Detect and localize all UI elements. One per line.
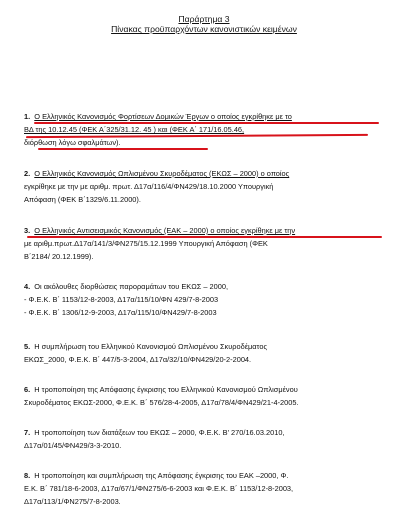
item-text-line: εγκρίθηκε με την με αριθμ. πρωτ. Δ17α/116/4/ΦΝ429/18.10.2000 Υπουργική (24, 182, 274, 192)
list-item-3 (24, 224, 386, 264)
list-item-5 (24, 340, 386, 366)
item-number: 3. (24, 226, 31, 235)
item-number: 5. (24, 342, 31, 351)
item-number: 7. (24, 428, 31, 437)
item-text-line: Ο Ελληνικός Αντισεισμικός Κανονισμός (ΕΑΚ – 2000) ο οποίος εγκρίθηκε με την (34, 226, 296, 235)
item-text-line: Ο Ελληνικός Κανονισμός Φορτίσεων Δομικών Έργων ο οποίος εγκρίθηκε με το (34, 112, 292, 121)
item-text-line: διόρθωση λόγω σφαλμάτων). (24, 138, 121, 148)
item-number: 4. (24, 282, 31, 291)
list-item-1 (24, 110, 386, 150)
list-item-7 (24, 426, 386, 452)
item-number: 1. (24, 112, 31, 121)
list-item-6 (24, 383, 386, 409)
item-text-line: με αριθμ.πρωτ.Δ17α/141/3/ΦΝ275/15.12.1999 Υπουργική Απόφαση (ΦΕΚ (24, 239, 268, 249)
list-item-8 (24, 469, 386, 509)
item-text-line: Απόφαση (ΦΕΚ Β΄1329/6.11.2000). (24, 195, 141, 205)
item-number: 8. (24, 471, 31, 480)
item-number: 2. (24, 169, 31, 178)
item-text-line: Η τροποποίηση των διατάξεων του ΕΚΩΣ – 2000, Φ.Ε.Κ. Β' 270/16.03.2010, (34, 428, 285, 437)
list-item-4 (24, 280, 386, 320)
item-number: 6. (24, 385, 31, 394)
item-text-line: Σκυροδέματος ΕΚΩΣ-2000, Φ.Ε.Κ. Β΄ 576/28-4-2005, Δ17α/78/4/ΦΝ429/21-4-2005. (24, 398, 299, 408)
item-text-line: Ε.Κ. Β΄ 781/18-6-2003, Δ17α/67/1/ΦΝ275/6-6-2003 και Φ.Ε.Κ. Β΄ 1153/12-8-2003, (24, 484, 294, 494)
red-annotation-underline (27, 236, 382, 238)
item-text-line: Δ17α/113/1/ΦΝ275/7-8-2003. (24, 497, 121, 507)
item-text-line: Β΄2184/ 20.12.1999). (24, 252, 94, 262)
item-text-line: Η τροποποίηση και συμπλήρωση της Απόφασης έγκρισης του ΕΑΚ –2000, Φ. (34, 471, 289, 480)
item-text-line: ΒΔ της 10.12.45 (ΦΕΚ Α΄325/31.12. 45 ) και (ΦΕΚ Α΄ 171/16.05.46, (24, 125, 245, 135)
red-annotation-underline (34, 122, 379, 124)
item-text-line: Η συμπλήρωση του Ελληνικού Κανονισμού Ωπλισμένου Σκυροδέματος (34, 342, 268, 351)
item-text-line: ΕΚΩΣ_2000, Φ.Ε.Κ. Β΄ 447/5-3-2004, Δ17α/32/10/ΦΝ429/20-2-2004. (24, 355, 252, 365)
page-title: Παράρτημα 3 (178, 14, 230, 24)
red-annotation-underline (38, 148, 208, 150)
item-text-line: - Φ.Ε.Κ. Β΄ 1153/12-8-2003, Δ17α/115/10/ΦΝ 429/7-8-2003 (24, 295, 219, 305)
item-text-line: Ο Ελληνικός Κανονισμός Ωπλισμένου Σκυροδέματος (ΕΚΩΣ – 2000) ο οποίος (34, 169, 290, 178)
item-text-line: - Φ.Ε.Κ. Β΄ 1306/12-9-2003, Δ17α/115/10/ΦΝ429/7-8-2003 (24, 308, 217, 318)
item-text-line: Δ17α/01/45/ΦΝ429/3-3-2010. (24, 441, 122, 451)
item-text-line: Οι ακόλουθες διορθώσεις παροραμάτων του ΕΚΩΣ – 2000, (34, 282, 228, 291)
list-item-2 (24, 167, 386, 207)
item-text-line: Η τροποποίηση της Απόφασης έγκρισης του Ελληνικού Κανονισμού Ωπλισμένου (34, 385, 298, 394)
page-subtitle: Πίνακας προϋπαρχόντων κανονιστικών κειμένων (111, 24, 297, 34)
